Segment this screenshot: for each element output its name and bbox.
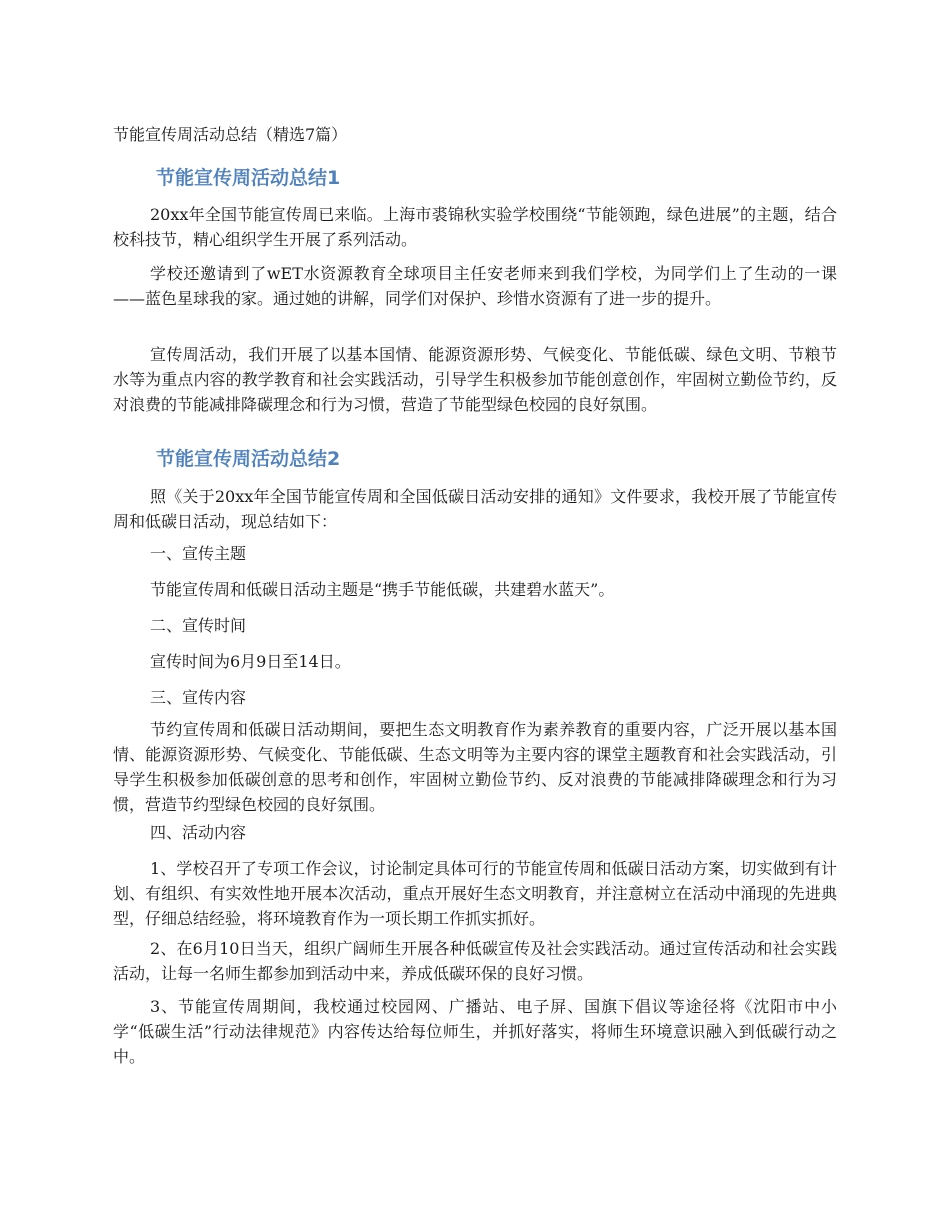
list-heading: 三、宣传内容 bbox=[150, 688, 247, 707]
document-title: 节能宣传周活动总结（精选7篇） bbox=[113, 125, 348, 144]
paragraph: 宣传时间为6月9日至14日。 bbox=[150, 652, 351, 671]
section-heading-2: 节能宣传周活动总结2 bbox=[156, 448, 341, 470]
list-heading: 四、活动内容 bbox=[150, 823, 247, 842]
section-heading-1: 节能宣传周活动总结1 bbox=[156, 167, 341, 189]
paragraph: 20xx年全国节能宣传周已来临。上海市裘锦秋实验学校围绕“节能领跑，绿色进展”的主题，结合校科技节，精心组织学生开展了系列活动。 bbox=[113, 205, 837, 249]
paragraph: 节能宣传周和低碳日活动主题是“携手节能低碳，共建碧水蓝天”。 bbox=[150, 580, 615, 599]
paragraph: 照《关于20xx年全国节能宣传周和全国低碳日活动安排的通知》文件要求，我校开展了节能宣传周和低碳日活动，现总结如下： bbox=[113, 487, 837, 531]
paragraph: 宣传周活动，我们开展了以基本国情、能源资源形势、气候变化、节能低碳、绿色文明、节粮节水等为重点内容的教学教育和社会实践活动，引导学生积极参加节能创意创作，牢固树立勤俭节约，反对浪费的节能减排降碳理念和行为习惯，营造了节能型绿色校园的良好氛围。 bbox=[113, 345, 837, 414]
list-heading: 一、宣传主题 bbox=[150, 544, 247, 563]
paragraph: 学校还邀请到了wET水资源教育全球项目主任安老师来到我们学校，为同学们上了生动的一课——蓝色星球我的家。通过她的讲解，同学们对保护、珍惜水资源有了进一步的提升。 bbox=[113, 264, 837, 308]
paragraph: 节约宣传周和低碳日活动期间，要把生态文明教育作为素养教育的重要内容，广泛开展以基本国情、能源资源形势、气候变化、节能低碳、生态文明等为主要内容的课堂主题教育和社会实践活动，引导学生积极参加低碳创意的思考和创作，牢固树立勤俭节约、反对浪费的节能减排降碳理念和行为习惯，营造节约型绿色校园的良好氛围。 bbox=[113, 720, 837, 814]
paragraph: 2、在6月10日当天，组织广阔师生开展各种低碳宣传及社会实践活动。通过宣传活动和社会实践活动，让每一名师生都参加到活动中来，养成低碳环保的良好习惯。 bbox=[113, 939, 837, 983]
paragraph: 3、节能宣传周期间，我校通过校园网、广播站、电子屏、国旗下倡议等途径将《沈阳市中小学“低碳生活”行动法律规范》内容传达给每位师生，并抓好落实，将师生环境意识融入到低碳行动之中。 bbox=[113, 997, 837, 1066]
list-heading: 二、宣传时间 bbox=[150, 616, 247, 635]
paragraph: 1、学校召开了专项工作会议，讨论制定具体可行的节能宣传周和低碳日活动方案，切实做到有计划、有组织、有实效性地开展本次活动，重点开展好生态文明教育，并注意树立在活动中涌现的先进典型，仔细总结经验，将环境教育作为一项长期工作抓实抓好。 bbox=[113, 859, 837, 928]
